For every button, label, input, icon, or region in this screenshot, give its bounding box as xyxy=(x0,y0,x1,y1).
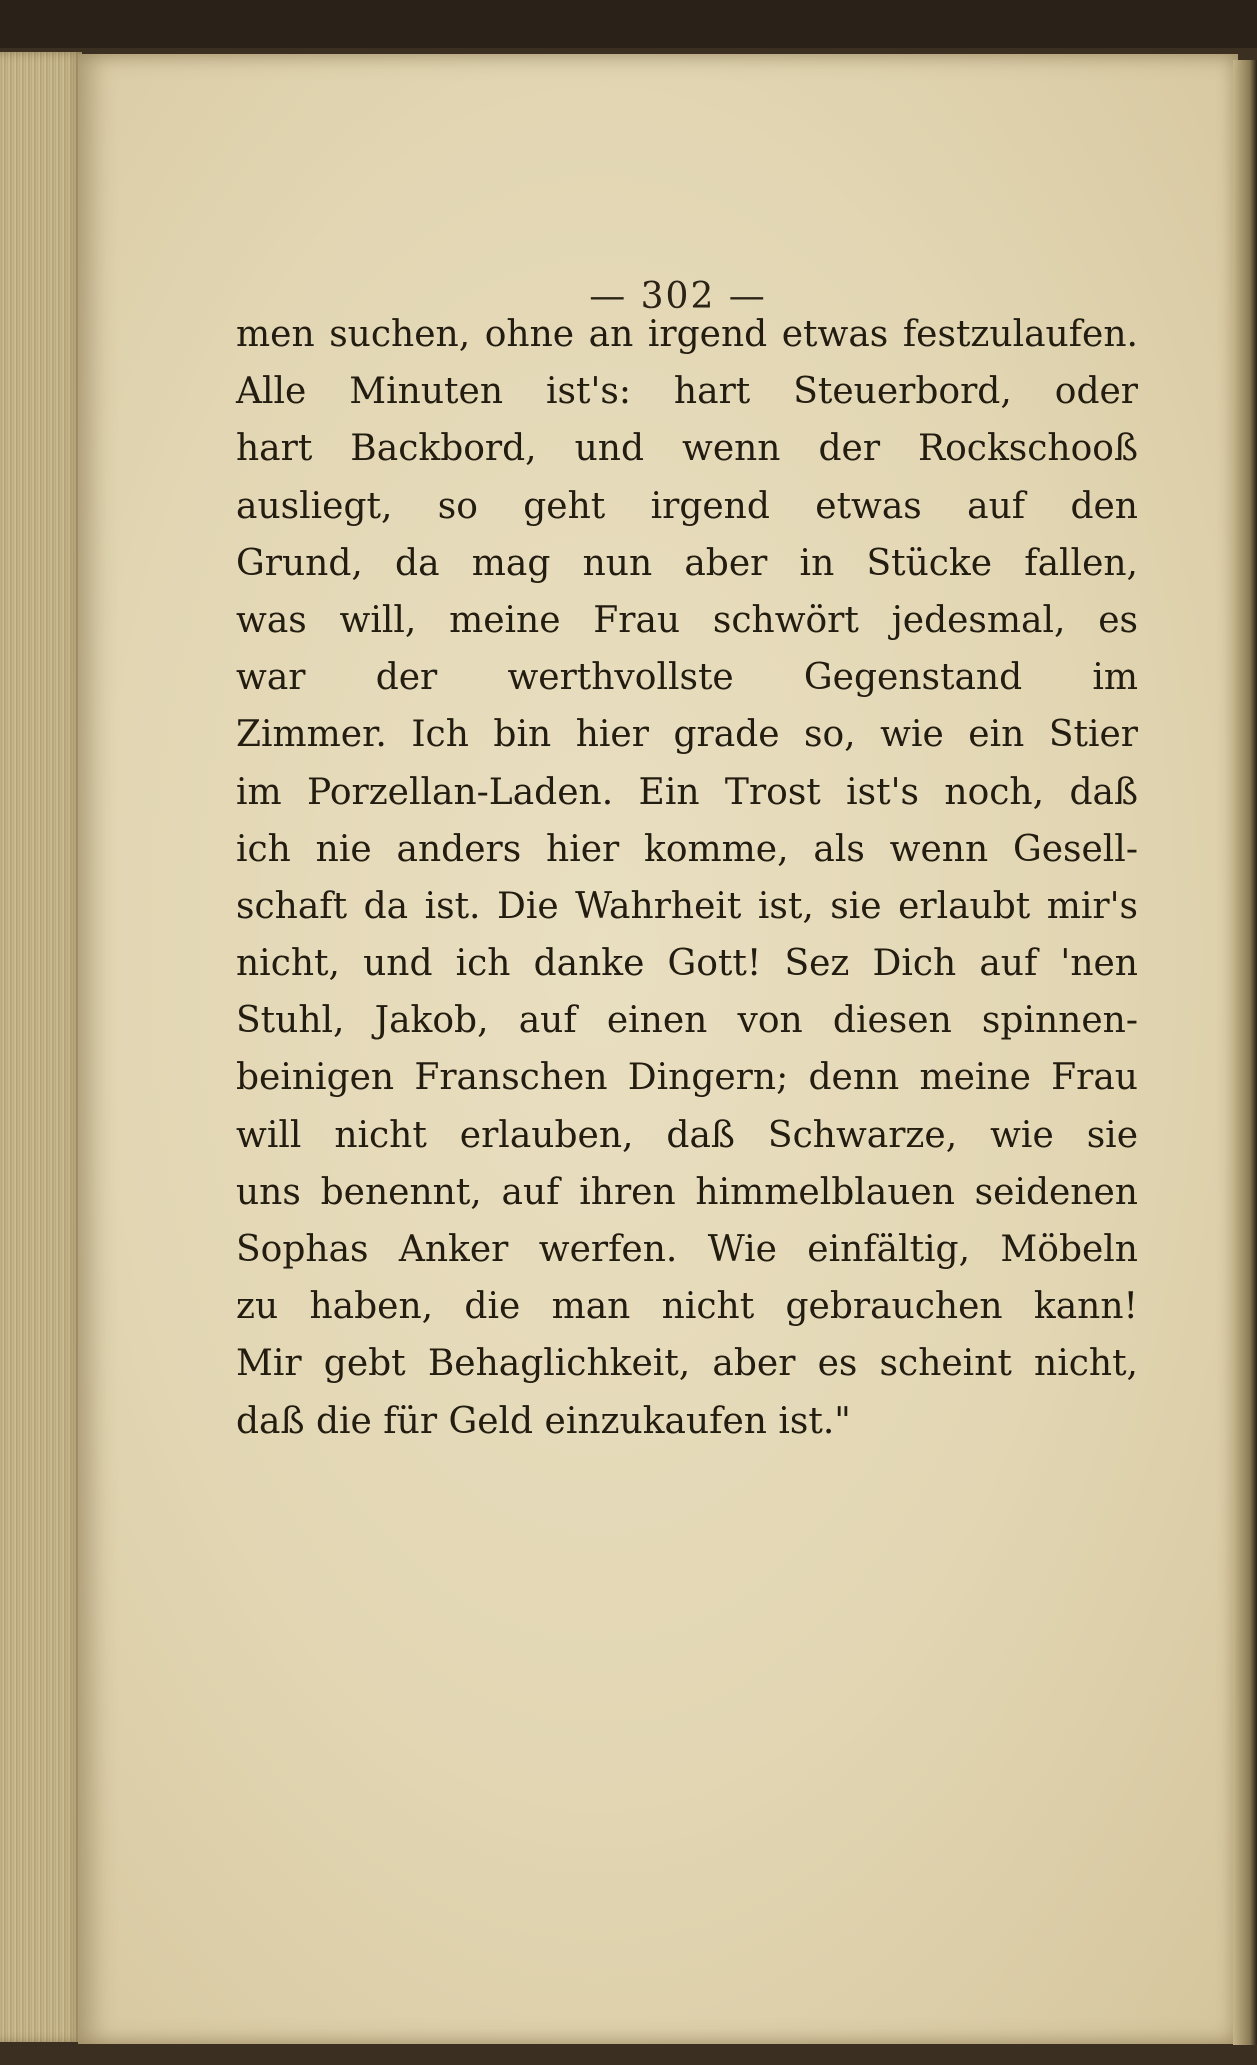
text-line: zu haben, die man nicht gebrauchen kann! xyxy=(236,1286,1138,1328)
text-line: men suchen, ohne an irgend etwas festzulaufen. xyxy=(236,314,1138,355)
text-line: daß die für Geld einzukaufen ist." xyxy=(236,1400,851,1442)
text-line: will nicht erlauben, daß Schwarze, wie sie xyxy=(236,1114,1138,1156)
page-number: — 302 — xyxy=(589,276,767,317)
text-line: Zimmer. Ich bin hier grade so, wie ein Stier xyxy=(236,714,1138,756)
text-line: war der werthvollste Gegenstand im xyxy=(236,657,1138,699)
page-edges xyxy=(0,52,82,2042)
text-line: nicht, und ich danke Gott! Sez Dich auf 'nen xyxy=(236,943,1138,985)
text-line: uns benennt, auf ihren himmelblauen seidenen xyxy=(236,1171,1138,1213)
text-line: ausliegt, so geht irgend etwas auf den xyxy=(236,485,1138,527)
text-line: Mir gebt Behaglichkeit, aber es scheint nicht, xyxy=(236,1343,1138,1385)
text-line: beinigen Franschen Dingern; denn meine Frau xyxy=(236,1057,1138,1099)
text-line: ich nie anders hier komme, als wenn Gesell- xyxy=(236,828,1138,870)
text-line: Stuhl, Jakob, auf einen von diesen spinnen- xyxy=(236,1000,1138,1042)
body-text xyxy=(236,306,1138,1450)
text-line: hart Backbord, und wenn der Rockschooß xyxy=(236,428,1138,470)
text-line: Sophas Anker werfen. Wie einfältig, Möbeln xyxy=(236,1229,1138,1270)
text-line: Grund, da mag nun aber in Stücke fallen, xyxy=(236,542,1138,584)
text-line: was will, meine Frau schwört jedesmal, es xyxy=(236,599,1138,641)
text-line: schaft da ist. Die Wahrheit ist, sie erlaubt mir's xyxy=(236,885,1138,927)
text-line: im Porzellan-Laden. Ein Trost ist's noch, daß xyxy=(236,771,1138,813)
text-line: Alle Minuten ist's: hart Steuerbord, oder xyxy=(236,371,1138,413)
facing-page-edge xyxy=(1233,60,1257,2045)
